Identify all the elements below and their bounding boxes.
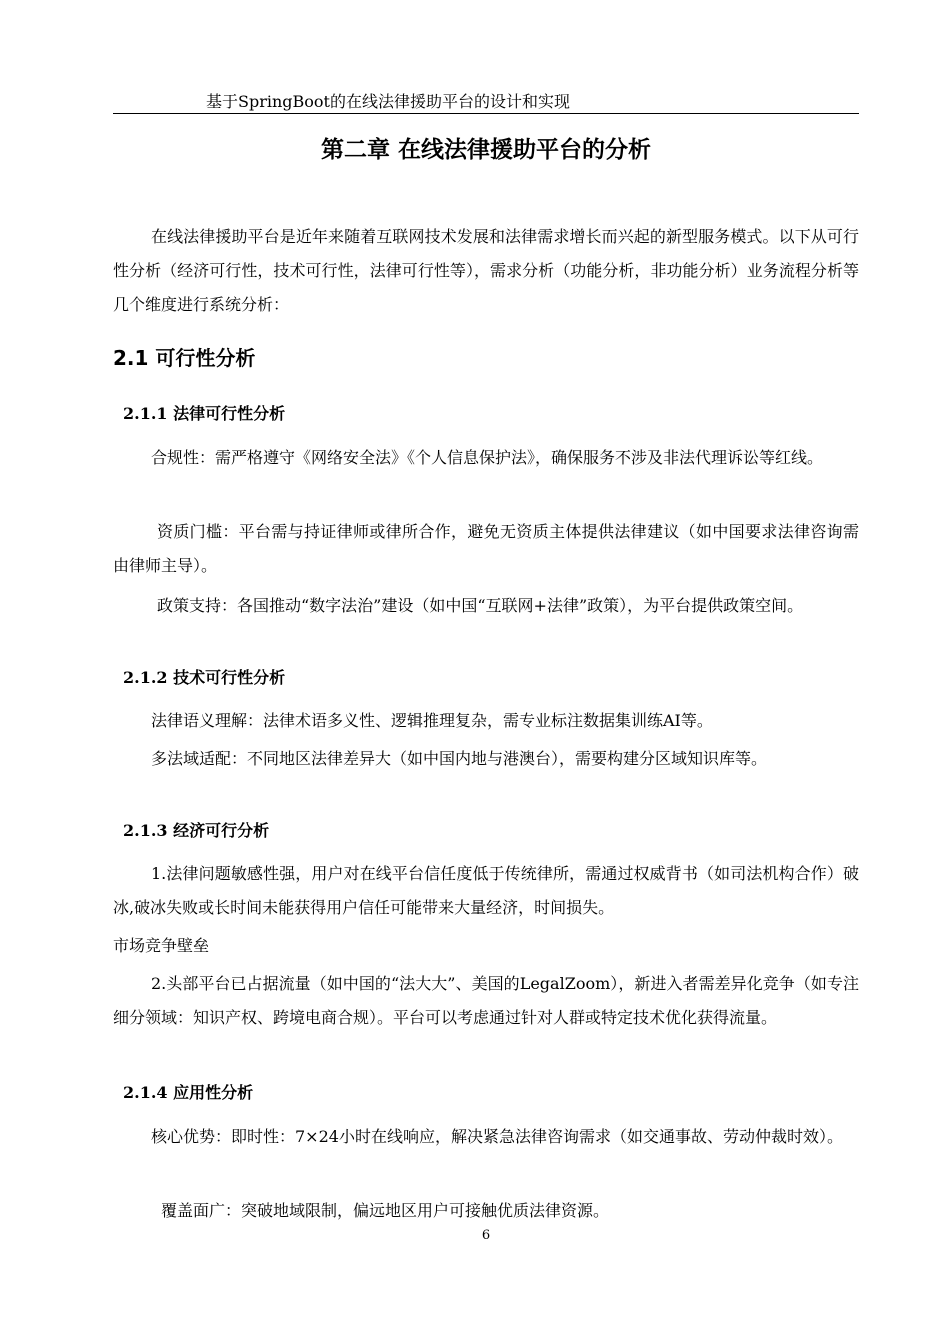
paragraph: 政策支持：各国推动“数字法治”建设（如中国“互联网+法律”政策），为平台提供政策空间。 bbox=[157, 596, 804, 615]
chapter-title: 第二章 在线法律援助平台的分析 bbox=[320, 137, 651, 163]
paragraph: 市场竞争壁垒 bbox=[113, 936, 210, 955]
section-2-1-2-heading: 2.1.2 技术可行性分析 bbox=[123, 668, 286, 687]
paragraph: 资质门槛：平台需与持证律师或律所合作，避免无资质主体提供法律建议（如中国要求法律咨询需由律师主导）。 bbox=[113, 522, 859, 575]
header-title: 基于SpringBoot的在线法律援助平台的设计和实现 bbox=[206, 92, 570, 111]
section-2-1-4-heading: 2.1.4 应用性分析 bbox=[123, 1083, 254, 1102]
paragraph: 核心优势：即时性：7×24小时在线响应，解决紧急法律咨询需求（如交通事故、劳动仲裁时效）。 bbox=[151, 1127, 843, 1146]
paragraph: 合规性：需严格遵守《网络安全法》《个人信息保护法》，确保服务不涉及非法代理诉讼等红线。 bbox=[151, 448, 824, 467]
section-2-1-3-heading: 2.1.3 经济可行分析 bbox=[123, 821, 270, 840]
intro-paragraph: 在线法律援助平台是近年来随着互联网技术发展和法律需求增长而兴起的新型服务模式。以下从可行性分析（经济可行性，技术可行性，法律可行性等），需求分析（功能分析，非功能分析）业务流程分析等几个维度进行系统分析： bbox=[113, 227, 859, 314]
section-2-1-heading: 2.1 可行性分析 bbox=[113, 346, 256, 370]
paragraph: 覆盖面广：突破地域限制，偏远地区用户可接触优质法律资源。 bbox=[161, 1201, 610, 1220]
paragraph: 1.法律问题敏感性强，用户对在线平台信任度低于传统律所，需通过权威背书（如司法机构合作）破冰,破冰失败或长时间未能获得用户信任可能带来大量经济，时间损失。 bbox=[113, 864, 859, 917]
paragraph: 法律语义理解：法律术语多义性、逻辑推理复杂，需专业标注数据集训练AI等。 bbox=[151, 711, 713, 730]
running-header bbox=[113, 92, 859, 114]
page-number: 6 bbox=[481, 1228, 491, 1243]
paragraph: 2.头部平台已占据流量（如中国的“法大大”、美国的LegalZoom），新进入者需差异化竞争（如专注细分领域：知识产权、跨境电商合规）。平台可以考虑通过针对人群或特定技术优化获得流量。 bbox=[113, 974, 859, 1027]
section-2-1-1-heading: 2.1.1 法律可行性分析 bbox=[123, 404, 286, 423]
paragraph: 多法域适配：不同地区法律差异大（如中国内地与港澳台），需要构建分区域知识库等。 bbox=[151, 749, 768, 768]
